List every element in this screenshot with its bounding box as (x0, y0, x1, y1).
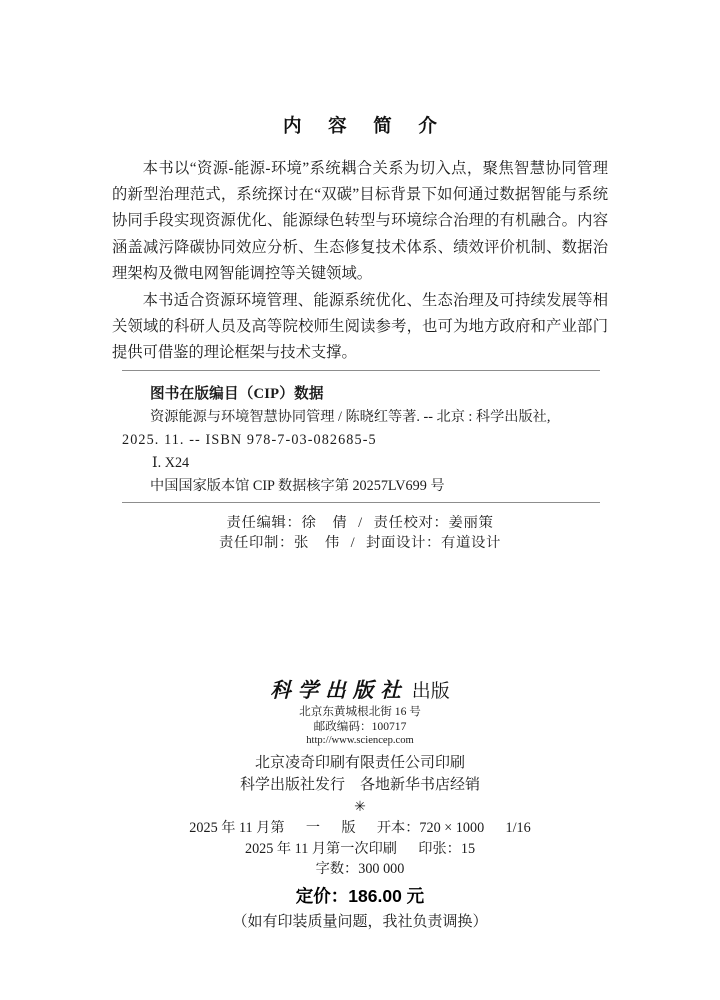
cip-classification-line: Ⅰ. X24 (152, 455, 190, 471)
print-run-line (0, 839, 720, 860)
cip-data-block (122, 370, 600, 498)
production-label: 责任印制： (219, 534, 294, 551)
price-value: 186.00 元 (348, 885, 425, 906)
cip-bottom-divider (122, 502, 600, 503)
proofreader-name: 姜丽策 (448, 515, 494, 531)
price-line (0, 883, 720, 910)
abstract-paragraph-1: 本书以“资源-能源-环境”系统耦合关系为切入点，聚焦智慧协同管理的新型治理范式，系统探讨在“双碳”目标背景下如何通过数据智能与系统协同手段实现资源优化、能源绿色转型与环境综合治理的有机融合。内容涵盖减污降碳协同效应分析、生态修复技术体系、绩效评价机制、数据治理架构及微电网智能调控等关键领域。 (112, 160, 608, 282)
cip-top-divider (122, 370, 600, 371)
publisher-address: 北京东黄城根北街 16 号 (299, 705, 421, 718)
wordcount-label: 字数： (315, 861, 359, 877)
credit-line-editor (0, 514, 720, 534)
cip-bibliographic-line: 资源能源与环境智慧协同管理 / 陈晓红等著. -- 北京 : 科学出版社, (150, 409, 551, 425)
cip-block-title: 图书在版编目（CIP）数据 (150, 386, 324, 402)
cip-registry-line: 中国国家版本馆 CIP 数据核字第 20257LV699 号 (150, 478, 445, 494)
star-separator: ✳ (354, 800, 366, 815)
credit-line-production (0, 534, 720, 554)
publisher-website[interactable]: http://www.sciencep.com (306, 735, 414, 747)
credit-separator: / (350, 534, 356, 551)
sheets-value: 15 (460, 840, 476, 857)
distributor-line: 科学出版社发行 各地新华书店经销 (239, 777, 480, 793)
printer-name: 北京凌奇印刷有限责任公司印刷 (254, 755, 465, 771)
colophon-block (0, 678, 720, 934)
publisher-logo: 科学出版社 (270, 678, 408, 702)
wordcount-line (0, 859, 720, 880)
production-name-first: 张 (294, 534, 309, 551)
page-title: 内 容 简 介 (283, 117, 448, 137)
publisher-logo-line (0, 678, 720, 704)
edition-date: 2025 年 11 月第 (189, 820, 285, 836)
quality-guarantee-note: （如有印装质量问题，我社负责调换） (232, 913, 488, 930)
editor-name-second: 倩 (332, 515, 348, 531)
credit-separator: / (358, 515, 363, 531)
edition-line (0, 818, 720, 839)
cip-isbn-line: 2025. 11. -- ISBN 978-7-03-082685-5 (122, 432, 377, 448)
postal-code-value: 100717 (371, 720, 407, 734)
format-label: 开本： (376, 820, 420, 836)
production-name-second: 伟 (324, 534, 340, 551)
format-fraction: 1/16 (505, 820, 531, 836)
price-label: 定价： (295, 885, 349, 906)
editor-label: 责任编辑： (226, 515, 302, 531)
edition-number: 一 (305, 820, 321, 836)
cover-design-label: 封面设计： (366, 534, 441, 551)
sheets-label: 印张： (418, 840, 461, 857)
postal-code-label: 邮政编码： (313, 720, 372, 734)
wordcount-value: 300 000 (358, 861, 405, 877)
edition-word: 版 (341, 820, 356, 836)
credits-block (0, 514, 720, 553)
format-value: 720 × 1000 (419, 820, 485, 836)
cover-design-name: 有道设计 (441, 534, 501, 551)
publisher-postal-code-line (0, 719, 720, 734)
proofreader-label: 责任校对： (373, 515, 449, 531)
editor-name-first: 徐 (301, 515, 317, 531)
abstract-paragraph-2: 本书适合资源环境管理、能源系统优化、生态治理及可持续发展等相关领域的科研人员及高等院校师生阅读参考，也可为地方政府和产业部门提供可借鉴的理论框架与技术支撑。 (112, 292, 608, 362)
print-run-date: 2025 年 11 月第一次印刷 (244, 840, 397, 857)
publisher-logo-suffix: 出版 (411, 681, 450, 702)
abstract-section (112, 112, 608, 367)
